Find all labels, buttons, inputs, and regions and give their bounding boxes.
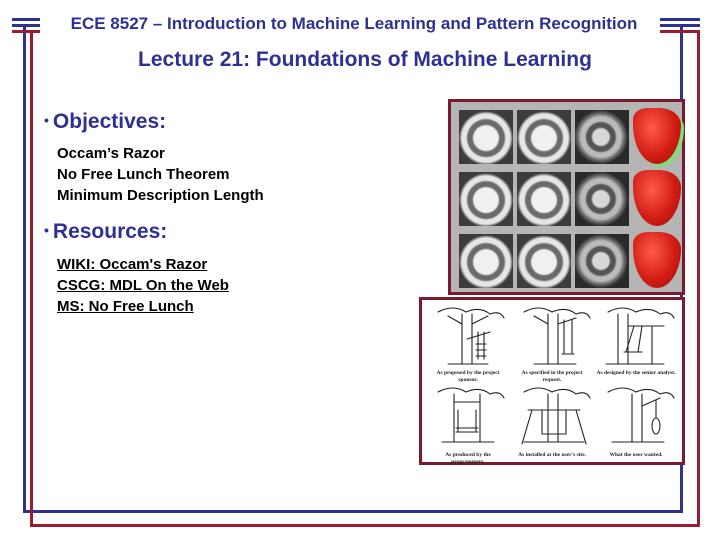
header bbox=[0, 10, 720, 38]
cartoon-caption: As specified in the project request. bbox=[521, 370, 583, 383]
objectives-heading-label: Objectives: bbox=[52, 110, 167, 133]
tree-swing-cartoon bbox=[419, 297, 685, 465]
header-rule-right bbox=[660, 18, 700, 33]
cartoon-caption: As produced by the programmers. bbox=[445, 452, 491, 465]
cartoon-caption: What the user wanted. bbox=[609, 452, 663, 458]
mri-slice bbox=[459, 234, 513, 288]
mri-slice bbox=[575, 172, 629, 226]
bullet-icon: • bbox=[44, 112, 49, 128]
heart-model bbox=[633, 108, 681, 164]
objectives-list bbox=[57, 143, 264, 206]
cartoon-caption: As designed by the senior analyst. bbox=[596, 370, 676, 376]
course-title: ECE 8527 – Introduction to Machine Learning and Pattern Recognition bbox=[40, 12, 668, 36]
resource-link-mdl[interactable]: CSCG: MDL On the Web bbox=[57, 277, 229, 294]
cartoon-caption: As installed at the user's site. bbox=[518, 452, 586, 458]
objectives-heading bbox=[44, 110, 166, 134]
resources-heading-label: Resources: bbox=[52, 220, 168, 243]
mri-slice bbox=[575, 110, 629, 164]
lecture-title: Lecture 21: Foundations of Machine Learning bbox=[138, 48, 592, 71]
resources-heading bbox=[44, 220, 167, 244]
mri-slice bbox=[517, 172, 571, 226]
resources-list bbox=[57, 254, 229, 317]
heart-mri-image bbox=[448, 99, 685, 295]
resource-link-no-free-lunch[interactable]: MS: No Free Lunch bbox=[57, 298, 194, 315]
mri-slice bbox=[517, 234, 571, 288]
cartoon-caption: As proposed by the project sponsor. bbox=[436, 370, 500, 383]
resource-link-occams-razor[interactable]: WIKI: Occam's Razor bbox=[57, 256, 208, 273]
objective-item: Occam’s Razor bbox=[57, 145, 165, 162]
objective-item: No Free Lunch Theorem bbox=[57, 166, 230, 183]
heart-model bbox=[633, 170, 681, 226]
bullet-icon: • bbox=[44, 222, 49, 238]
mri-slice bbox=[575, 234, 629, 288]
objective-item: Minimum Description Length bbox=[57, 187, 264, 204]
mri-slice bbox=[517, 110, 571, 164]
mri-slice bbox=[459, 110, 513, 164]
mri-slice bbox=[459, 172, 513, 226]
heart-model bbox=[633, 232, 681, 288]
